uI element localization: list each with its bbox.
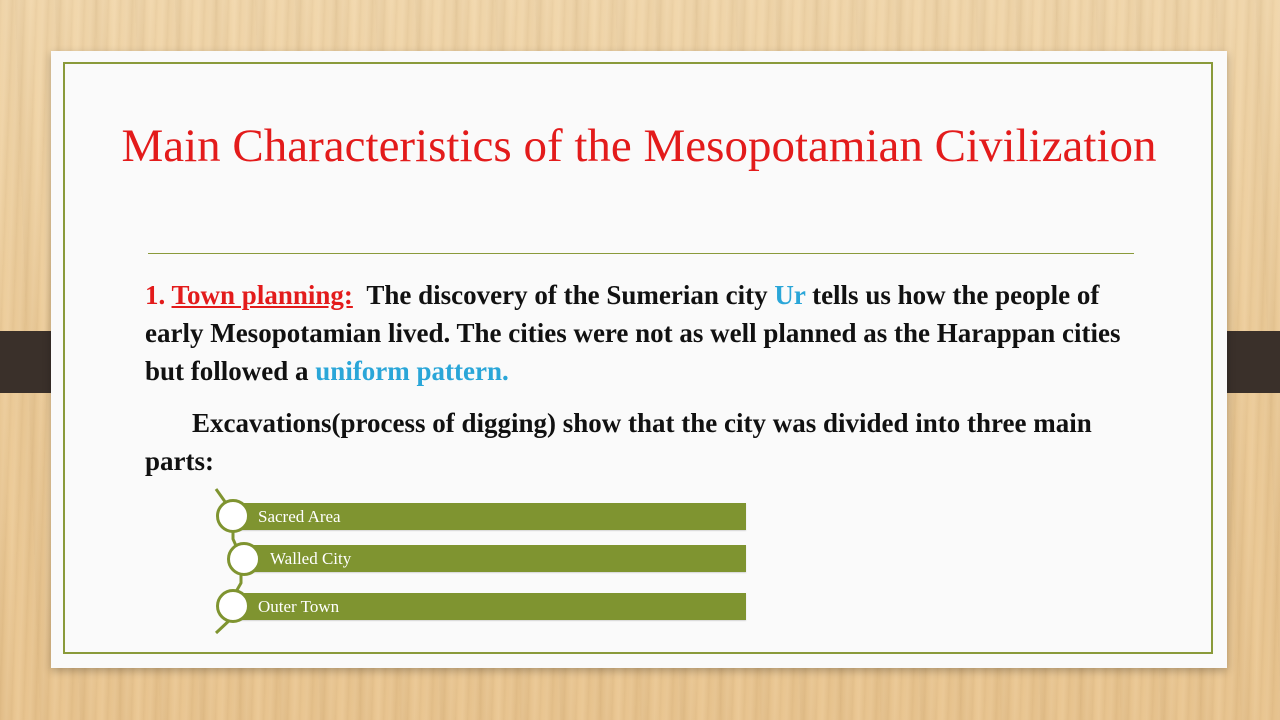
excavations-paragraph: Excavations(process of digging) show that the city was divided into three main parts: (145, 408, 1092, 476)
part-label-sacred-area: Sacred Area (258, 507, 341, 526)
list-item (245, 545, 746, 572)
title-divider (148, 253, 1134, 254)
point-text-1: The discovery of the Sumerian city (366, 280, 768, 310)
city-parts-diagram (211, 487, 751, 637)
slide-title: Main Characteristics of the Mesopotamian Civilization (121, 120, 1157, 172)
list-item-bullet (216, 499, 250, 533)
part-label-walled-city: Walled City (270, 549, 352, 568)
highlight-ur: Ur (774, 280, 806, 310)
list-item (233, 593, 746, 620)
list-item (233, 503, 746, 530)
list-item-bullet (227, 542, 261, 576)
list-item-bullet (216, 589, 250, 623)
point-heading: Town planning: (171, 280, 353, 310)
highlight-uniform-pattern: uniform pattern. (315, 356, 509, 386)
point-text-2: tells us how the people of early Mesopotamian lived. The cities were not as well planned as the Harappan cities but followed a (145, 280, 1121, 386)
point-number: 1. (145, 280, 166, 310)
part-label-outer-town: Outer Town (258, 597, 340, 616)
slide (51, 51, 1227, 668)
point-town-planning (145, 276, 1145, 390)
